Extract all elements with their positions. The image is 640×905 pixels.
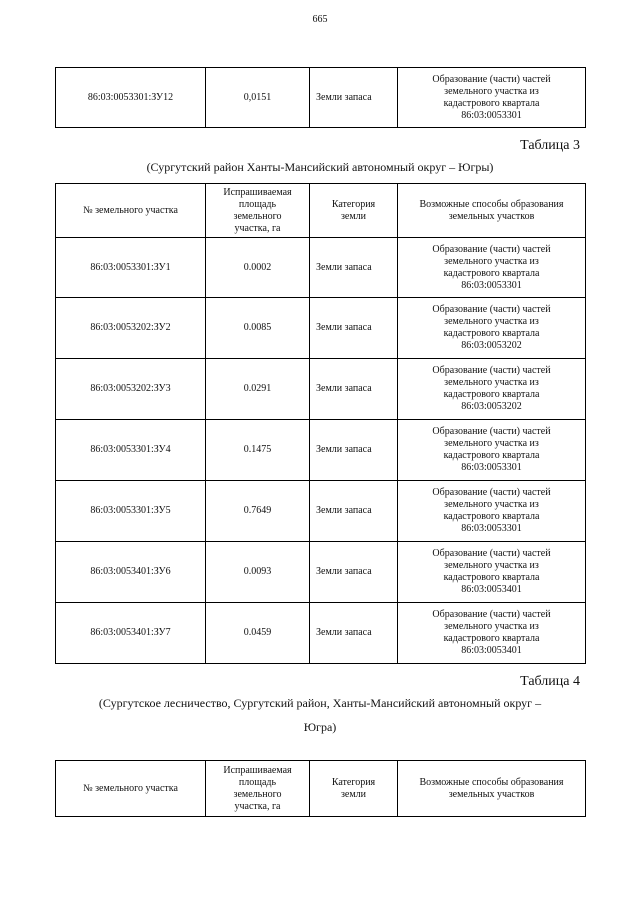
header-method: Возможные способы образования земельных участков — [398, 184, 586, 238]
top-table — [55, 67, 586, 128]
table4-caption-line1: (Сургутское лесничество, Сургутский район, Ханты-Мансийский автономный округ – — [98, 696, 542, 710]
formation-method: Образование (части) частей земельного участка из кадастрового квартала 86:03:0053202 — [398, 359, 586, 420]
table-row — [56, 420, 586, 481]
table-row — [56, 359, 586, 420]
table-header-row — [56, 761, 586, 817]
table-row — [56, 542, 586, 603]
parcel-number: 86:03:0053301:ЗУ12 — [56, 68, 206, 128]
parcel-number: 86:03:0053401:ЗУ7 — [56, 603, 206, 664]
table3-title: Таблица 3 — [520, 138, 580, 153]
parcel-area: 0.1475 — [206, 420, 310, 481]
land-category: Земли запаса — [310, 481, 398, 542]
table4-title: Таблица 4 — [520, 674, 580, 689]
formation-method: Образование (части) частей земельного участка из кадастрового квартала 86:03:0053301 — [398, 238, 586, 298]
land-category: Земли запаса — [310, 298, 398, 359]
header-category: Категория земли — [310, 184, 398, 238]
parcel-number: 86:03:0053301:ЗУ1 — [56, 238, 206, 298]
header-area: Испрашиваемая площадь земельного участка, га — [206, 761, 310, 817]
parcel-area: 0.7649 — [206, 481, 310, 542]
formation-method: Образование (части) частей земельного участка из кадастрового квартала 86:03:0053401 — [398, 542, 586, 603]
table-row — [56, 238, 586, 298]
header-number: № земельного участка — [56, 184, 206, 238]
formation-method: Образование (части) частей земельного участка из кадастрового квартала 86:03:0053202 — [398, 298, 586, 359]
parcel-number: 86:03:0053301:ЗУ5 — [56, 481, 206, 542]
parcel-area: 0.0093 — [206, 542, 310, 603]
land-category: Земли запаса — [310, 238, 398, 298]
land-category: Земли запаса — [310, 542, 398, 603]
table3-caption: (Сургутский район Ханты-Мансийский автономный округ – Югры) — [146, 160, 494, 174]
land-category: Земли запаса — [310, 359, 398, 420]
parcel-area: 0.0002 — [206, 238, 310, 298]
table-header-row — [56, 184, 586, 238]
parcel-area: 0.0085 — [206, 298, 310, 359]
formation-method: Образование (части) частей земельного участка из кадастрового квартала 86:03:0053301 — [398, 481, 586, 542]
header-number: № земельного участка — [56, 761, 206, 817]
formation-method: Образование (части) частей земельного участка из кадастрового квартала 86:03:0053301 — [398, 420, 586, 481]
header-category: Категория земли — [310, 761, 398, 817]
table-row — [56, 481, 586, 542]
land-category: Земли запаса — [310, 68, 398, 128]
table-row — [56, 298, 586, 359]
table3 — [55, 183, 586, 664]
table-row — [56, 603, 586, 664]
page-number: 665 — [312, 14, 328, 25]
parcel-number: 86:03:0053202:ЗУ3 — [56, 359, 206, 420]
parcel-area: 0.0459 — [206, 603, 310, 664]
table4 — [55, 760, 586, 817]
formation-method: Образование (части) частей земельного участка из кадастрового квартала 86:03:0053301 — [398, 68, 586, 128]
table4-caption-line2: Югра) — [303, 720, 337, 734]
land-category: Земли запаса — [310, 420, 398, 481]
parcel-area: 0,0151 — [206, 68, 310, 128]
land-category: Земли запаса — [310, 603, 398, 664]
header-area: Испрашиваемая площадь земельного участка, га — [206, 184, 310, 238]
parcel-number: 86:03:0053301:ЗУ4 — [56, 420, 206, 481]
parcel-number: 86:03:0053401:ЗУ6 — [56, 542, 206, 603]
table-row — [56, 68, 586, 128]
parcel-number: 86:03:0053202:ЗУ2 — [56, 298, 206, 359]
parcel-area: 0.0291 — [206, 359, 310, 420]
formation-method: Образование (части) частей земельного участка из кадастрового квартала 86:03:0053401 — [398, 603, 586, 664]
header-method: Возможные способы образования земельных участков — [398, 761, 586, 817]
